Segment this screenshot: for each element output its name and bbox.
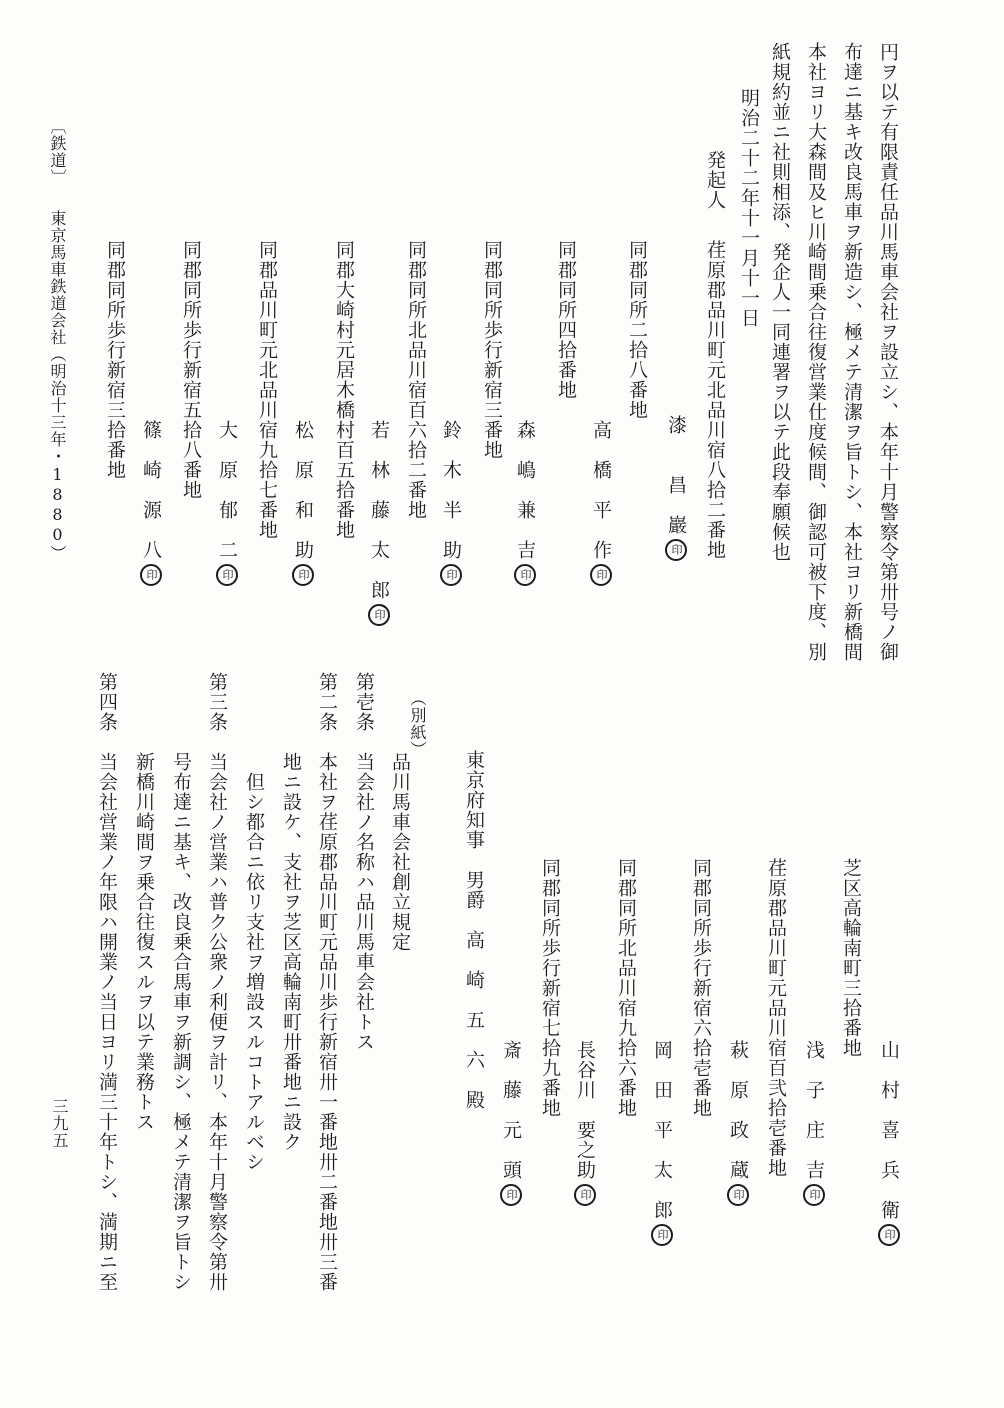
person-name-10 <box>292 420 314 586</box>
article-1-line-1: 当会社ノ名称ハ品川馬車会社トス <box>353 752 375 1052</box>
seal-icon: 印 <box>651 1224 673 1246</box>
person-name-4 <box>514 420 536 586</box>
article-4-line-1: 当会社営業ノ年限ハ開業ノ当日ヨリ満三十年トシ、満期ニ至 <box>96 752 118 1292</box>
person-name-text: 長谷川 要之助 <box>574 1040 596 1180</box>
intro-line-3: 本社ヨリ大森間及ヒ川崎間乗合往復営業仕度候間、御認可被下度、別 <box>805 42 827 662</box>
article-4-number: 第四条 <box>96 672 118 732</box>
person-name-14 <box>140 420 162 586</box>
article-3-number: 第三条 <box>206 672 228 732</box>
person-name-text: 山 村 喜 兵 衛 <box>878 1040 900 1220</box>
address-1: 同郡同所二拾八番地 <box>626 240 648 420</box>
seal-icon: 印 <box>574 1184 596 1206</box>
person-name-b8 <box>574 1040 596 1206</box>
article-3-line-3: 新橋川崎間ヲ乗合往復スルヲ以テ業務トス <box>133 752 155 1132</box>
person-name-text: 松 原 和 助 <box>292 420 314 560</box>
article-3-line-1: 当会社ノ営業ハ普ク公衆ノ利便ヲ計リ、本年十月警察令第卅 <box>206 752 228 1292</box>
article-2-line-2: 地ニ設ケ、支社ヲ芝区高輪南町卅番地ニ設ク <box>280 752 302 1152</box>
seal-icon: 印 <box>590 564 612 586</box>
person-name-b10 <box>500 1040 522 1206</box>
address-b1: 芝区高輪南町三拾番地 <box>840 858 862 1058</box>
governor-addressee: 東京府知事 男爵 高 崎 五 六 殿 <box>463 750 485 1110</box>
article-2-line-3: 但シ都合ニ依リ支社ヲ増設スルコトアルベシ <box>243 752 265 1172</box>
seal-icon: 印 <box>140 564 162 586</box>
article-3-line-2: 号布達ニ基キ、改良乗合馬車ヲ新調シ、極メテ清潔ヲ旨トシ <box>170 752 192 1292</box>
page-number: 三九五 <box>50 1098 69 1149</box>
running-title: 東京馬車鉄道会社（明治十三年・1880） <box>48 210 67 562</box>
person-name-text: 岡 田 平 太 郎 <box>651 1040 673 1220</box>
intro-line-1: 円ヲ以テ有限責任品川馬車会社ヲ設立シ、本年十月警察令第卅号ノ御 <box>877 42 899 662</box>
person-name-text: 森 嶋 兼 吉 <box>514 420 536 560</box>
address-0: 荏原郡品川町元北品川宿八拾二番地 <box>704 240 726 560</box>
article-2-number: 第二条 <box>316 672 338 732</box>
person-name-text: 鈴 木 半 助 <box>440 420 462 560</box>
seal-icon: 印 <box>500 1184 522 1206</box>
address-b9: 同郡同所歩行新宿七拾九番地 <box>539 858 561 1118</box>
address-7: 同郡同所北品川宿百六拾二番地 <box>405 240 427 520</box>
seal-icon: 印 <box>727 1184 749 1206</box>
address-b3: 荏原郡品川町元品川宿百弐拾壱番地 <box>765 858 787 1178</box>
seal-icon: 印 <box>440 564 462 586</box>
rules-title: 品川馬車会社創立規定 <box>389 752 411 952</box>
person-name-text: 萩 原 政 蔵 <box>727 1040 749 1180</box>
person-name-b2 <box>803 1040 825 1206</box>
person-name-6 <box>440 420 462 586</box>
person-name-text: 漆 昌 巖 <box>665 415 687 535</box>
article-2-line-1: 本社ヲ荏原郡品川町元品川歩行新宿卅一番地卅二番地卅三番 <box>316 752 338 1292</box>
person-name-text: 高 橋 平 作 <box>590 420 612 560</box>
address-13: 同郡同所歩行新宿五拾八番地 <box>180 240 202 500</box>
address-b5: 同郡同所歩行新宿六拾壱番地 <box>690 858 712 1118</box>
seal-icon: 印 <box>292 564 314 586</box>
address-5: 同郡同所歩行新宿三番地 <box>481 240 503 460</box>
seal-icon: 印 <box>878 1224 900 1246</box>
person-name-text: 大 原 郁 二 <box>216 420 238 560</box>
person-name-text: 浅 子 庄 吉 <box>803 1040 825 1180</box>
person-name-text: 若 林 藤 太 郎 <box>368 420 390 600</box>
seal-icon: 印 <box>368 604 390 626</box>
attachment-label: （別紙） <box>408 690 427 758</box>
petition-date: 明治二十二年十一月十一日 <box>738 88 760 328</box>
section-label: 〔鉄道〕 <box>48 118 67 186</box>
intro-line-4: 紙規約並ニ社則相添、発企人一同連署ヲ以テ此段奉願候也 <box>769 42 791 562</box>
address-3: 同郡同所四拾番地 <box>555 240 577 400</box>
person-name-text: 篠 崎 源 八 <box>140 420 162 560</box>
person-name-b6 <box>651 1040 673 1246</box>
seal-icon: 印 <box>803 1184 825 1206</box>
person-name-12 <box>216 420 238 586</box>
person-name-text: 斎 藤 元 頭 <box>500 1040 522 1180</box>
address-11: 同郡品川町元北品川宿九拾七番地 <box>256 240 278 540</box>
intro-line-2: 布達ニ基キ改良馬車ヲ新造シ、極メテ清潔ヲ旨トシ、本社ヨリ新橋間 <box>841 42 863 662</box>
seal-icon: 印 <box>514 564 536 586</box>
address-b7: 同郡同所北品川宿九拾六番地 <box>615 858 637 1118</box>
seal-icon: 印 <box>216 564 238 586</box>
person-name-b0 <box>878 1040 900 1246</box>
person-name-1 <box>665 415 687 561</box>
person-name-b4 <box>727 1040 749 1206</box>
seal-icon: 印 <box>665 539 687 561</box>
founder-label: 発起人 <box>704 150 726 210</box>
person-name-8 <box>368 420 390 626</box>
address-15: 同郡同所歩行新宿三拾番地 <box>104 240 126 480</box>
person-name-2 <box>590 420 612 586</box>
article-1-number: 第壱条 <box>353 672 375 732</box>
address-9: 同郡大崎村元居木橋村百五拾番地 <box>333 240 355 540</box>
